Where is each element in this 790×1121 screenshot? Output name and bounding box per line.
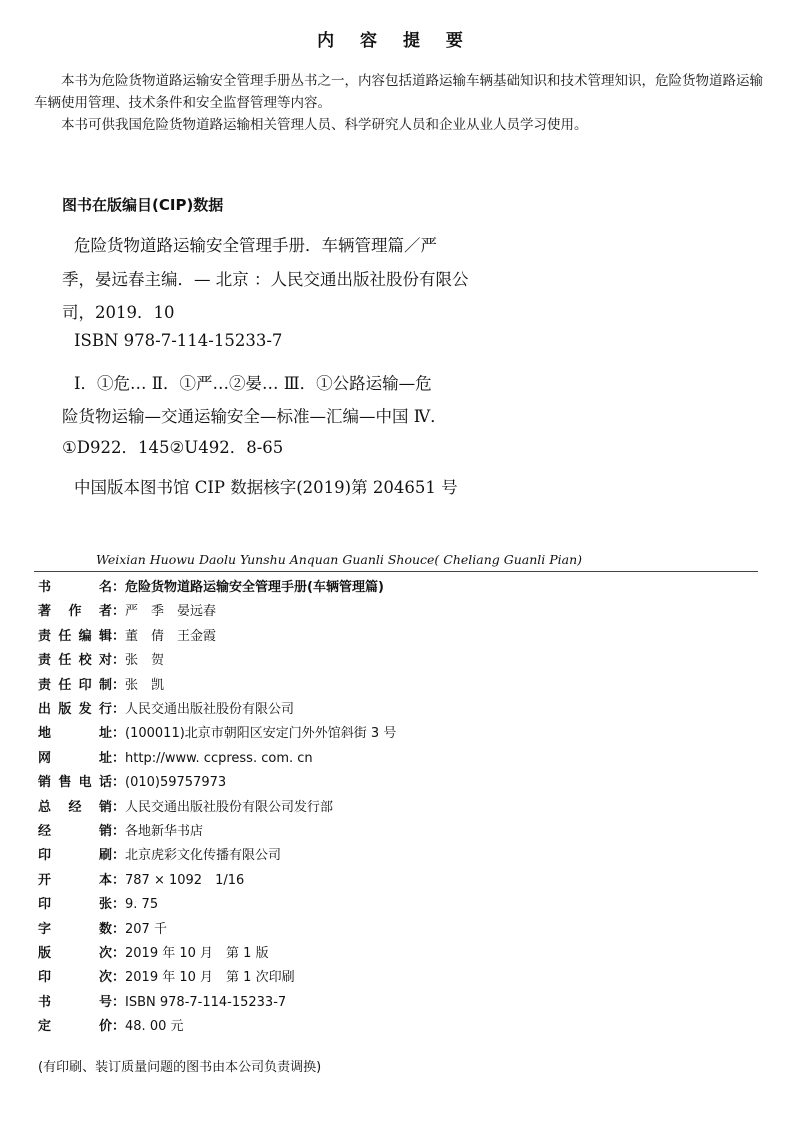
colophon-row — [38, 699, 294, 721]
colophon-value: 张 贺 — [125, 653, 165, 669]
summary-body — [34, 70, 764, 136]
colophon-row — [38, 675, 164, 697]
colophon-label: 印次： — [38, 970, 126, 986]
colophon-label: 定价： — [38, 1019, 126, 1035]
colophon-value: 各地新华书店 — [125, 824, 204, 839]
colophon-label: 地址： — [38, 726, 126, 742]
summary-paragraph-1: 本书为危险货物道路运输安全管理手册丛书之一，内容包括道路运输车辆基础知识和技术管理知识，危险货物道路运输车辆使用管理、技术条件和安全监督管理等内容。 — [34, 73, 763, 111]
cip-line-2: 季，晏远春主编．— 北京 ：人民交通出版社股份有限公 — [62, 270, 469, 289]
cip-heading: 图书在版编目(CIP)数据 — [62, 196, 224, 214]
colophon-value: 张 凯 — [125, 677, 165, 693]
colophon-label: 印刷： — [38, 848, 126, 864]
cip-classification-3: ①D922．145②U492．8-65 — [62, 438, 284, 457]
colophon-value: 人民交通出版社股份有限公司 — [125, 702, 295, 717]
cip-line-1: 危险货物道路运输安全管理手册．车辆管理篇／严 — [74, 236, 437, 255]
cip-classification-1: Ⅰ．①危… Ⅱ．①严…②晏… Ⅲ．①公路运输—危 — [74, 374, 432, 393]
colophon-value: 207 千 — [125, 921, 167, 937]
colophon-label: 总经销： — [38, 799, 126, 815]
colophon-label: 责任印制： — [38, 677, 126, 693]
colophon-row — [38, 894, 158, 916]
colophon-label: 开本： — [38, 872, 126, 888]
colophon-value: (010)59757973 — [125, 775, 227, 791]
colophon-label: 经销： — [38, 824, 126, 839]
colophon-value: 2019 年 10 月 第 1 次印刷 — [125, 970, 295, 986]
colophon-label: 书名： — [38, 580, 126, 595]
colophon-label: 责任编辑： — [38, 628, 126, 644]
cip-isbn: ISBN 978-7-114-15233-7 — [74, 331, 283, 350]
colophon-row — [38, 919, 167, 941]
colophon-row — [38, 601, 216, 623]
colophon-row — [38, 870, 244, 892]
summary-title: 内 容 提 要 — [317, 31, 473, 51]
colophon-row — [38, 748, 313, 770]
colophon-value: 董 倩 王金霞 — [125, 628, 217, 644]
cip-verification: 中国版本图书馆 CIP 数据核字(2019)第 204651 号 — [74, 478, 458, 497]
colophon-row — [38, 797, 333, 819]
colophon-value: 北京虎彩文化传播有限公司 — [125, 848, 282, 864]
colophon-label: 字数： — [38, 921, 126, 937]
colophon-label: 出版发行： — [38, 702, 126, 717]
colophon-row — [38, 626, 216, 648]
colophon-row — [38, 1016, 184, 1038]
colophon-row — [38, 723, 396, 745]
divider — [34, 571, 758, 572]
colophon-row — [38, 967, 295, 989]
colophon-value: http://www. ccpress. com. cn — [125, 750, 313, 766]
colophon-value: 2019 年 10 月 第 1 版 — [125, 946, 269, 961]
colophon-value: 人民交通出版社股份有限公司发行部 — [125, 799, 334, 815]
colophon-row — [38, 577, 384, 599]
colophon-label: 印张： — [38, 897, 126, 913]
summary-paragraph-2: 本书可供我国危险货物道路运输相关管理人员、科学研究人员和企业从业人员学习使用。 — [61, 117, 588, 133]
colophon-label: 销售电话： — [38, 775, 126, 791]
colophon-value: 787 × 1092 1/16 — [125, 872, 245, 888]
colophon-row — [38, 821, 203, 843]
colophon-label: 著作者： — [38, 604, 126, 620]
colophon-value: 危险货物道路运输安全管理手册(车辆管理篇) — [125, 580, 384, 595]
colophon-value: (100011)北京市朝阳区安定门外外馆斜街 3 号 — [125, 726, 397, 742]
cip-line-3: 司，2019．10 — [62, 303, 175, 322]
colophon-label: 责任校对： — [38, 653, 126, 669]
colophon-row — [38, 943, 269, 965]
pinyin-title: Weixian Huowu Daolu Yunshu Anquan Guanli Shouce( Cheliang Guanli Pian) — [96, 552, 583, 567]
colophon-value: 严 季 晏远春 — [125, 604, 217, 620]
colophon-value: ISBN 978-7-114-15233-7 — [125, 994, 287, 1010]
colophon-label: 书号： — [38, 994, 126, 1010]
colophon-row — [38, 650, 164, 672]
colophon-label: 版次： — [38, 946, 126, 961]
colophon-label: 网址： — [38, 750, 126, 766]
colophon-value: 48. 00 元 — [125, 1019, 184, 1035]
cip-classification-2: 险货物运输—交通运输安全—标准—汇编—中国 Ⅳ． — [62, 407, 447, 426]
quality-note: (有印刷、装订质量问题的图书由本公司负责调换) — [38, 1060, 322, 1075]
colophon-row — [38, 992, 286, 1014]
colophon-row — [38, 845, 281, 867]
colophon-value: 9. 75 — [125, 897, 159, 913]
colophon-row — [38, 772, 226, 794]
